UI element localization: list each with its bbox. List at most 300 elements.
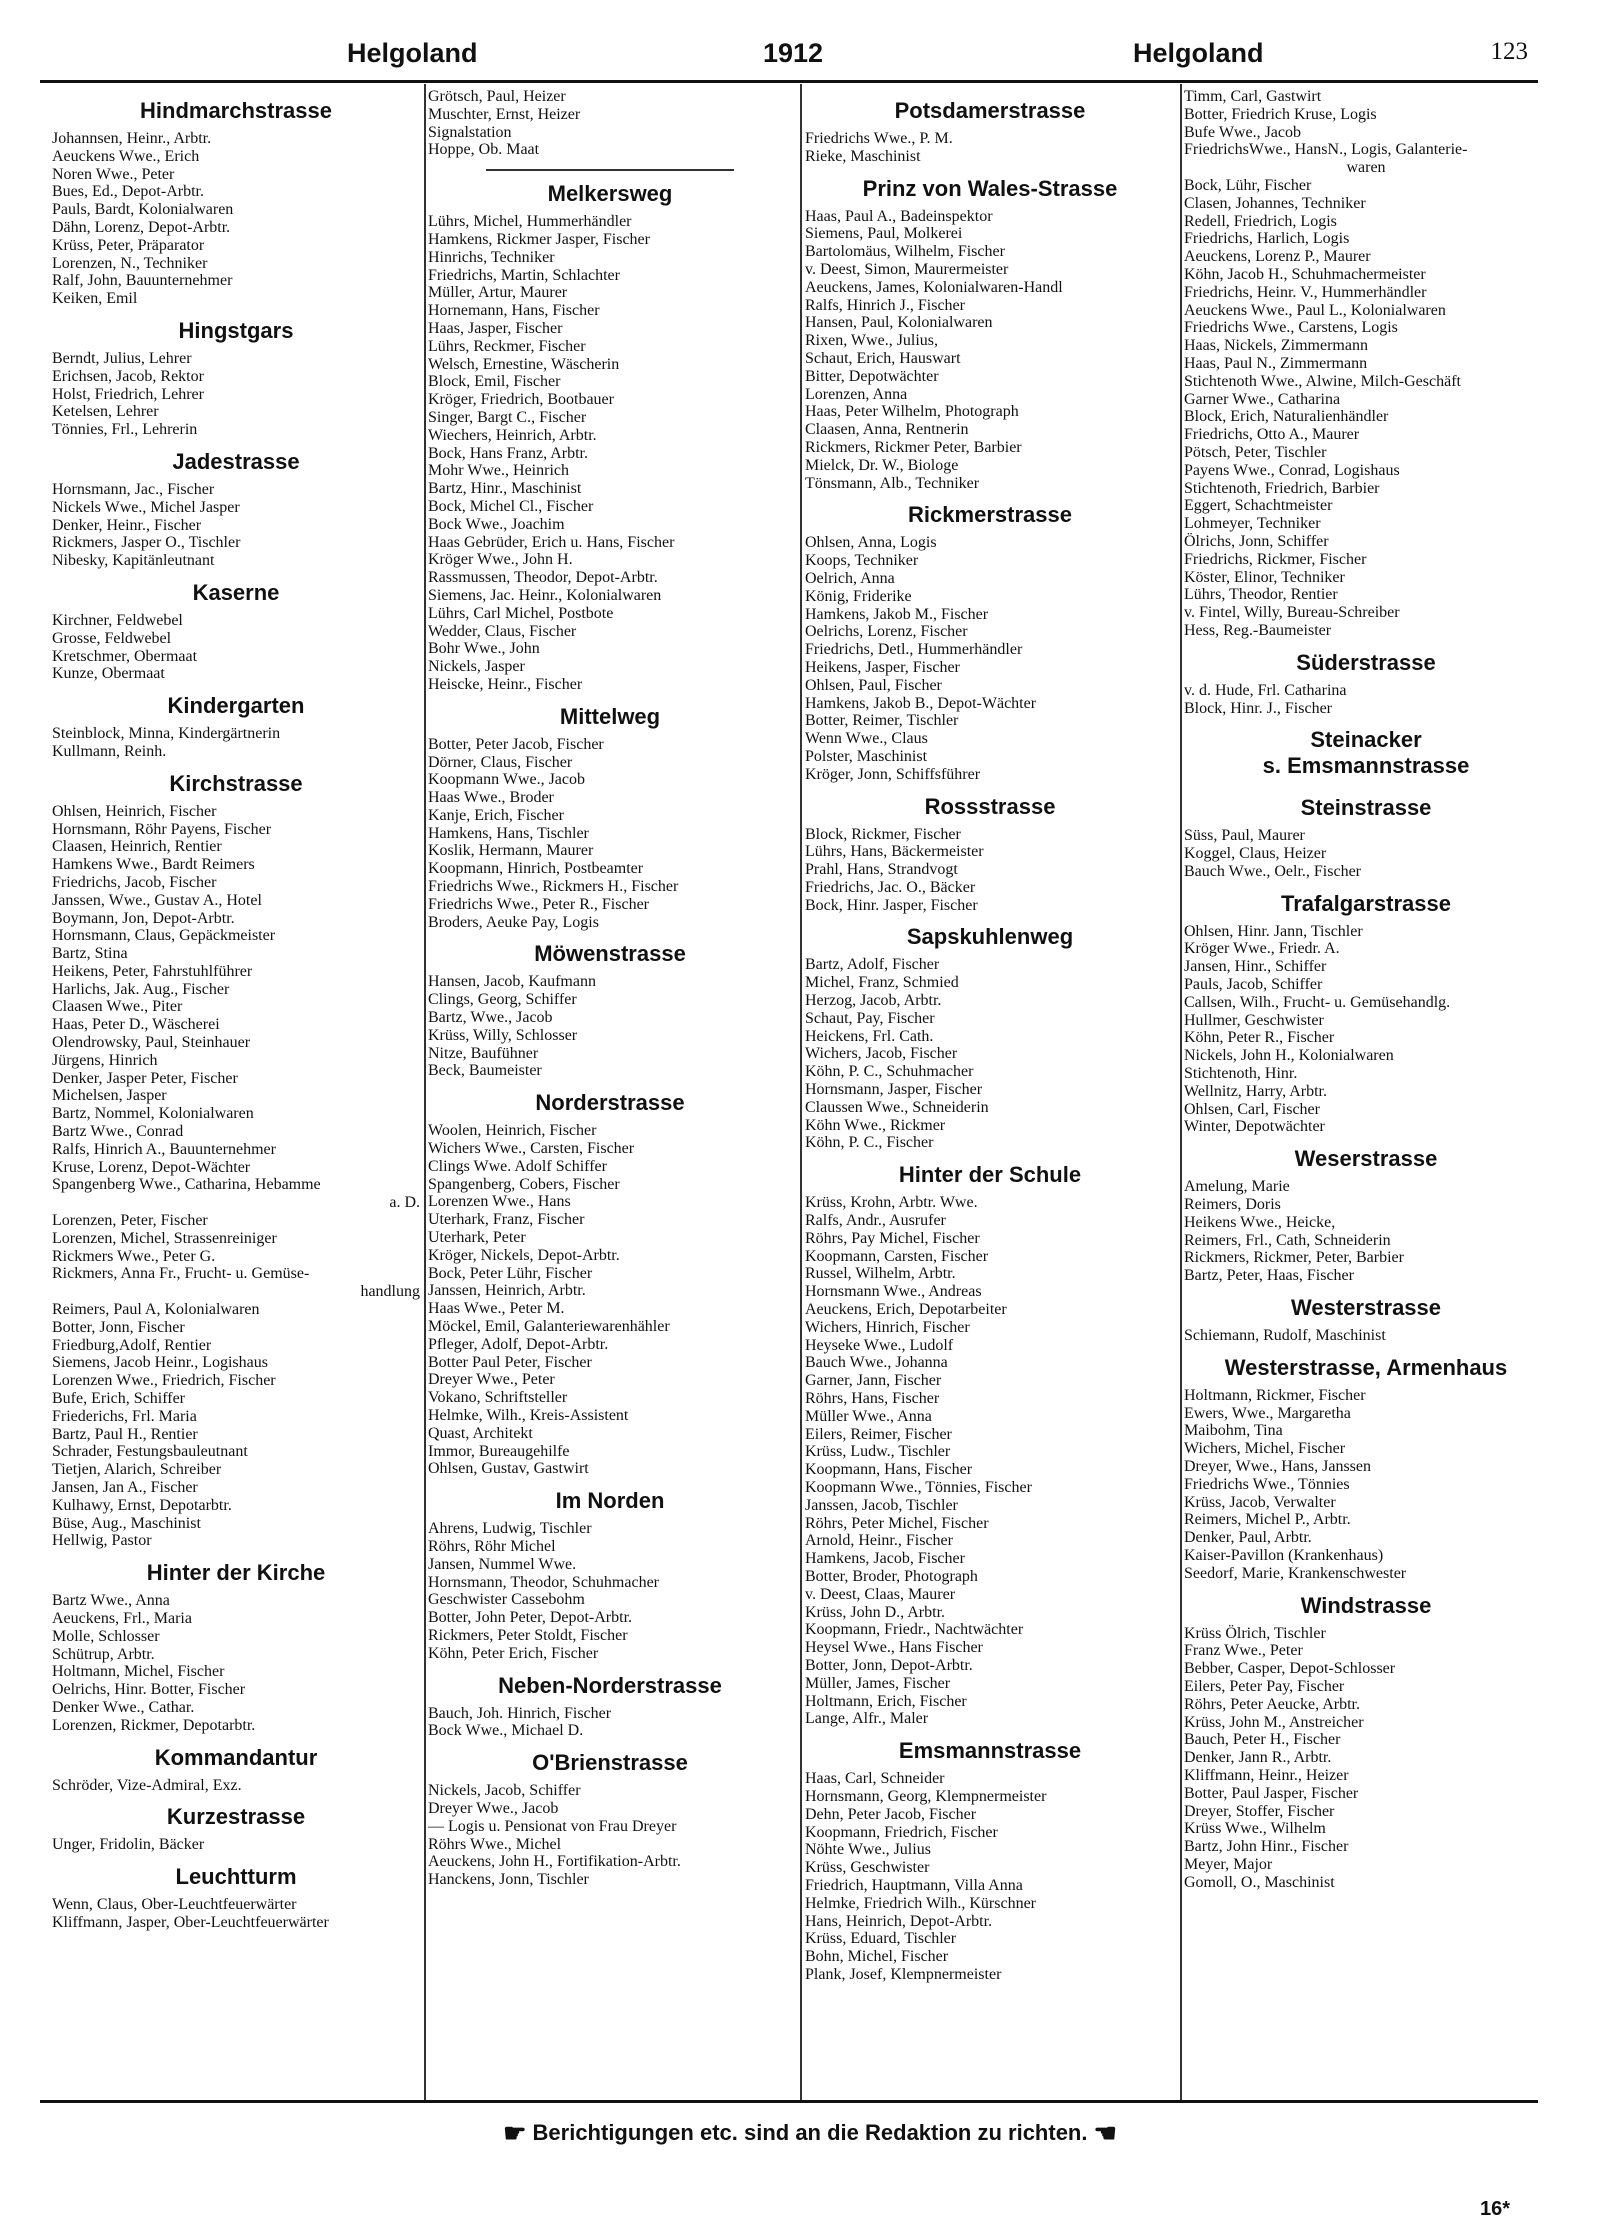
resident-entry: Gomoll, O., Maschinist [1184, 1873, 1335, 1891]
resident-entry: Bartz, Adolf, Fischer [805, 956, 940, 974]
resident-entry: Franz Wwe., Peter [1184, 1642, 1303, 1660]
resident-entry: Hamkens Wwe., Bardt Reimers [52, 856, 255, 874]
resident-entry: Wiechers, Heinrich, Arbtr. [428, 426, 597, 444]
street-section-continued [428, 88, 792, 171]
street-section-kaserne [52, 570, 420, 683]
resident-entry: Wichers, Jacob, Fischer [805, 1045, 958, 1063]
street-heading: Rickmerstrasse [908, 502, 1072, 528]
resident-entry: Seedorf, Marie, Krankenschwester [1184, 1564, 1407, 1582]
resident-entry: Siemens, Jac. Heinr., Kolonialwaren [428, 586, 662, 604]
resident-entry: Kretschmer, Obermaat [52, 647, 198, 665]
resident-entry: Eilers, Reimer, Fischer [805, 1425, 952, 1443]
resident-entry: Koopmann, Hans, Fischer [805, 1461, 973, 1479]
resident-entry: — Logis u. Pensionat von Frau Dreyer [428, 1817, 677, 1835]
street-section-kirchstrasse [52, 761, 420, 1550]
resident-entry: Müller, James, Fischer [805, 1674, 951, 1692]
street-heading: Emsmannstrasse [898, 1738, 1082, 1764]
resident-entry: Jansen, Hinr., Schiffer [1184, 958, 1327, 976]
resident-entry: Lührs, Carl Michel, Postbote [428, 604, 614, 622]
street-heading: Steinstrasse [1300, 795, 1432, 821]
resident-entry: Müller Wwe., Anna [805, 1407, 932, 1425]
resident-entry: Hullmer, Geschwister [1184, 1011, 1324, 1029]
resident-entry: Broders, Aeuke Pay, Logis [428, 913, 599, 931]
resident-entry: Koslik, Hermann, Maurer [428, 842, 594, 860]
resident-entry: Rickmers, Rickmer Peter, Barbier [805, 438, 1022, 456]
resident-entry-text: FriedrichsWwe., HansN., Logis, Galanterie- [1184, 141, 1468, 159]
street-section-westerstrasse [1184, 1285, 1548, 1345]
street-heading: Weserstrasse [1294, 1146, 1438, 1172]
resident-entry: Kunze, Obermaat [52, 665, 165, 683]
resident-entry: Garner, Jann, Fischer [805, 1372, 942, 1390]
resident-entry: Friedrichs, Harlich, Logis [1184, 230, 1350, 248]
resident-entry: Heikens Wwe., Heicke, [1184, 1213, 1336, 1231]
resident-entry: Mielck, Dr. W., Biologe [805, 456, 959, 474]
resident-entry: Haas, Paul A., Badeinspektor [805, 207, 993, 225]
directory-column-4 [1184, 88, 1548, 2096]
resident-entry: Botter Paul Peter, Fischer [428, 1353, 592, 1371]
resident-entry: Kröger Wwe., John H. [428, 551, 573, 569]
resident-entry [52, 1176, 420, 1212]
resident-entry: Denker, Jann R., Arbtr. [1184, 1749, 1332, 1767]
resident-entry: Krüss, John M., Anstreicher [1184, 1713, 1364, 1731]
resident-entry: Heiscke, Heinr., Fischer [428, 675, 583, 693]
resident-entry: Koopmann, Friedrich, Fischer [805, 1823, 998, 1841]
resident-entry: Molle, Schlosser [52, 1627, 160, 1645]
street-heading: Kaserne [192, 579, 280, 605]
resident-entry: Krüss, John D., Arbtr. [805, 1603, 946, 1621]
resident-entry: Ralf, John, Bauunternehmer [52, 272, 233, 290]
page-header [40, 34, 1540, 74]
street-section-neben-norderstrasse [428, 1663, 792, 1741]
resident-entry: Ohlsen, Hinr. Jann, Tischler [1184, 922, 1363, 940]
street-section-emsmannstrasse [805, 1728, 1175, 1984]
resident-entry: Jansen, Nummel Wwe. [428, 1555, 577, 1573]
resident-entry: Immor, Bureaugehilfe [428, 1442, 570, 1460]
resident-entry: Rixen, Wwe., Julius, [805, 332, 939, 350]
resident-entry: Quast, Architekt [428, 1424, 533, 1442]
directory-column-3 [805, 88, 1175, 2096]
resident-entry: Callsen, Wilh., Frucht- u. Gemüsehandlg. [1184, 993, 1451, 1011]
resident-entry: Wichers, Michel, Fischer [1184, 1440, 1346, 1458]
resident-entry: Hornsmann, Röhr Payens, Fischer [52, 820, 272, 838]
resident-entry: Rickmers Wwe., Peter G. [52, 1247, 216, 1265]
street-section-kurzestrasse [52, 1794, 420, 1854]
street-heading: O'Brienstrasse [532, 1750, 688, 1776]
resident-entry: Krüss Ölrich, Tischler [1184, 1624, 1326, 1642]
resident-entry: Oelrich, Anna [805, 569, 895, 587]
resident-entry: Lohmeyer, Techniker [1184, 515, 1321, 533]
resident-entry: Bock, Hinr. Jasper, Fischer [805, 896, 978, 914]
resident-entry: Winter, Depotwächter [1184, 1118, 1325, 1136]
street-section-kommandantur [52, 1735, 420, 1795]
resident-entry: Koopmann, Friedr., Nachtwächter [805, 1621, 1024, 1639]
resident-entry: Köhn Wwe., Rickmer [805, 1116, 946, 1134]
resident-entry: Bock, Michel Cl., Fischer [428, 497, 594, 515]
resident-entry: v. Fintel, Willy, Bureau-Schreiber [1184, 604, 1400, 622]
resident-entry: Steinblock, Minna, Kindergärtnerin [52, 725, 281, 743]
street-heading: Norderstrasse [535, 1090, 685, 1116]
resident-entry-text: Spangenberg Wwe., Catharina, Hebamme [52, 1176, 321, 1194]
resident-entry: Koggel, Claus, Heizer [1184, 845, 1327, 863]
resident-entry: Köster, Elinor, Techniker [1184, 568, 1345, 586]
resident-entry: Woolen, Heinrich, Fischer [428, 1122, 597, 1140]
resident-entry: Ahrens, Ludwig, Tischler [428, 1520, 592, 1538]
resident-entry: Bartz Wwe., Anna [52, 1592, 170, 1610]
resident-entry: Reimers, Michel P., Arbtr. [1184, 1511, 1351, 1529]
resident-entry: Nöhte Wwe., Julius [805, 1841, 931, 1859]
street-section-potsdamerstrasse [805, 88, 1175, 166]
resident-entry: Denker, Jasper Peter, Fischer [52, 1069, 238, 1087]
resident-entry: Lorenzen, Michel, Strassenreiniger [52, 1229, 277, 1247]
street-heading: Hindmarchstrasse [140, 98, 332, 123]
resident-entry-text: Rickmers, Anna Fr., Frucht- u. Gemüse- [52, 1265, 310, 1283]
page-signature: 16* [1480, 2198, 1511, 2220]
resident-entry: Stichtenoth, Friedrich, Barbier [1184, 479, 1380, 497]
column-divider [1180, 84, 1182, 2100]
resident-entry: Bauch Wwe., Johanna [805, 1354, 948, 1372]
resident-entry: Aeuckens Wwe., Erich [52, 147, 200, 165]
resident-entry: Friedrichs, Detl., Hummerhändler [805, 641, 1023, 659]
resident-entry: Noren Wwe., Peter [52, 165, 175, 183]
resident-entry: Nitze, Baufühner [428, 1044, 539, 1062]
street-heading: Kommandantur [154, 1744, 318, 1770]
resident-entry: Boymann, Jon, Depot-Arbtr. [52, 909, 235, 927]
resident-entry: Ohlsen, Anna, Logis [805, 534, 937, 552]
resident-entry: Payens Wwe., Conrad, Logishaus [1184, 461, 1400, 479]
resident-entry: Russel, Wilhelm, Arbtr. [805, 1265, 956, 1283]
resident-entry: Muschter, Ernst, Heizer [428, 105, 581, 123]
resident-entry: Bohr Wwe., John [428, 640, 540, 658]
resident-entry: Lührs, Reckmer, Fischer [428, 337, 586, 355]
resident-entry: Schrader, Festungsbauleutnant [52, 1443, 248, 1461]
resident-entry: Haas, Paul N., Zimmermann [1184, 354, 1368, 372]
resident-entry: Bartz, Wwe., Jacob [428, 1009, 553, 1027]
street-section-continued [1184, 88, 1548, 640]
resident-entry: Wenn, Claus, Ober-Leuchtfeuerwärter [52, 1896, 297, 1914]
street-heading: Melkersweg [547, 181, 673, 207]
resident-entry [52, 1265, 420, 1301]
resident-entry: Meyer, Major [1184, 1855, 1273, 1873]
street-section-norderstrasse [428, 1080, 792, 1478]
resident-entry: Bitter, Depotwächter [805, 367, 939, 385]
resident-entry: Hornsmann, Claus, Gepäckmeister [52, 927, 276, 945]
resident-entry: Schütrup, Arbtr. [52, 1645, 155, 1663]
resident-entry: Pauls, Bardt, Kolonialwaren [52, 201, 234, 219]
resident-entry: Lorenzen, Rickmer, Depotarbtr. [52, 1716, 256, 1734]
resident-entry: Ralfs, Hinrich J., Fischer [805, 296, 965, 314]
resident-entry: Reimers, Doris [1184, 1196, 1281, 1214]
resident-entry: Ewers, Wwe., Margaretha [1184, 1404, 1351, 1422]
resident-entry: Koops, Techniker [805, 552, 919, 570]
header-left-title: Helgoland [347, 38, 478, 68]
resident-entry: Dreyer, Stoffer, Fischer [1184, 1802, 1335, 1820]
street-section-mittelweg [428, 694, 792, 932]
resident-entry: Aeuckens, Lorenz P., Maurer [1184, 248, 1371, 266]
resident-entry: Friedrichs Wwe., Tönnies [1184, 1475, 1350, 1493]
resident-entry: Friedrichs, Rickmer, Fischer [1184, 550, 1367, 568]
resident-entry: Röhrs Wwe., Michel [428, 1835, 562, 1853]
resident-entry: Botter, Broder, Photograph [805, 1567, 978, 1585]
resident-entry: Hornsmann, Theodor, Schuhmacher [428, 1573, 660, 1591]
resident-entry: Koopmann Wwe., Jacob [428, 771, 585, 789]
resident-entry: Dreyer, Wwe., Hans, Janssen [1184, 1458, 1372, 1476]
street-section-prinz-von-wales-strasse [805, 166, 1175, 493]
resident-entry: Friedrichs Wwe., Peter R., Fischer [428, 895, 649, 913]
resident-entry: Janssen, Jacob, Tischler [805, 1496, 958, 1514]
resident-entry: Krüss, Jacob, Verwalter [1184, 1493, 1336, 1511]
resident-entry-continuation: handlung [360, 1283, 420, 1301]
resident-entry: Dreyer Wwe., Jacob [428, 1799, 559, 1817]
street-section-leuchtturm [52, 1854, 420, 1932]
resident-entry: Botter, Reimer, Tischler [805, 712, 959, 730]
resident-entry: Hamkens, Rickmer Jasper, Fischer [428, 230, 650, 248]
resident-entry: Schaut, Pay, Fischer [805, 1009, 935, 1027]
header-rule [40, 80, 1538, 83]
resident-entry: Möckel, Emil, Galanteriewarenhähler [428, 1318, 670, 1336]
street-heading: Steinacker s. Emsmannstrasse [1262, 727, 1470, 779]
street-heading: Potsdamerstrasse [894, 98, 1086, 123]
resident-entry: Tönsmann, Alb., Techniker [805, 474, 980, 492]
street-heading: Hinter der Kirche [146, 1560, 326, 1586]
street-heading: Im Norden [555, 1488, 665, 1514]
resident-entry: Kröger, Jonn, Schiffsführer [805, 765, 981, 783]
resident-entry: Friedrichs, Heinr. V., Hummerhändler [1184, 283, 1427, 301]
resident-entry: Rassmussen, Theodor, Depot-Arbtr. [428, 569, 658, 587]
street-heading: Mittelweg [559, 703, 661, 729]
resident-entry: Bartz Wwe., Conrad [52, 1123, 184, 1141]
resident-entry: v. Deest, Simon, Maurermeister [805, 260, 1009, 278]
resident-entry: Ohlsen, Heinrich, Fischer [52, 802, 217, 820]
resident-entry: Hansen, Paul, Kolonialwaren [805, 314, 993, 332]
resident-entry: Hansen, Jacob, Kaufmann [428, 973, 596, 991]
resident-entry: Janssen, Heinrich, Arbtr. [428, 1282, 586, 1300]
resident-entry: Aeuckens, Frl., Maria [52, 1609, 192, 1627]
street-heading: Windstrasse [1300, 1592, 1432, 1618]
resident-entry: Friedrichs, Jacob, Fischer [52, 873, 217, 891]
resident-entry: Krüss, Ludw., Tischler [805, 1443, 951, 1461]
directory-column-1 [52, 88, 420, 2096]
resident-entry: Hornsmann Wwe., Andreas [805, 1283, 982, 1301]
resident-entry: Block, Rickmer, Fischer [805, 825, 961, 843]
resident-entry: Michelsen, Jasper [52, 1087, 167, 1105]
resident-entry: Friedrichs Wwe., P. M. [805, 130, 953, 147]
street-section-steinstrasse [1184, 785, 1548, 880]
resident-entry: Friederichs, Frl. Maria [52, 1407, 197, 1425]
resident-entry: Pauls, Jacob, Schiffer [1184, 976, 1323, 994]
resident-entry: Lührs, Michel, Hummerhändler [428, 213, 632, 231]
resident-entry: Haas Wwe., Peter M. [428, 1300, 565, 1318]
header-year: 1912 [763, 38, 824, 68]
resident-entry: Helmke, Friedrich Wilh., Kürschner [805, 1894, 1036, 1912]
footer-notice [360, 2118, 1260, 2149]
resident-entry: Koopmann, Carsten, Fischer [805, 1247, 989, 1265]
street-heading: Sapskuhlenweg [906, 924, 1074, 950]
resident-entry: Arnold, Heinr., Fischer [805, 1532, 953, 1550]
resident-entry: Haas, Jasper, Fischer [428, 319, 563, 337]
resident-entry: König, Friderike [805, 587, 912, 605]
resident-entry: Beck, Baumeister [428, 1062, 542, 1080]
resident-entry: Polster, Maschinist [805, 747, 928, 765]
resident-entry: Köhn, Peter Erich, Fischer [428, 1644, 599, 1662]
resident-entry: Lange, Alfr., Maler [805, 1710, 929, 1728]
resident-entry: Süss, Paul, Maurer [1184, 827, 1305, 845]
resident-entry: Hornsmann, Jac., Fischer [52, 480, 215, 498]
resident-entry: Hamkens, Hans, Tischler [428, 824, 589, 842]
resident-entry: Keiken, Emil [52, 290, 138, 308]
street-section-hinter-der-schule [805, 1152, 1175, 1728]
resident-entry: Friedrichs, Otto A., Maurer [1184, 426, 1360, 444]
resident-entry: Ohlsen, Carl, Fischer [1184, 1100, 1320, 1118]
street-heading: Prinz von Wales-Strasse [862, 175, 1118, 201]
resident-entry: Botter, Jonn, Depot-Arbtr. [805, 1656, 973, 1674]
street-section-hindmarchstrasse [52, 88, 420, 308]
resident-entry: Hanckens, Jonn, Tischler [428, 1871, 589, 1889]
resident-entry: Reimers, Paul A, Kolonialwaren [52, 1301, 260, 1319]
resident-entry: Denker, Heinr., Fischer [52, 516, 202, 534]
resident-entry: Oelrichs, Lorenz, Fischer [805, 623, 968, 641]
resident-entry: Vokano, Schriftsteller [428, 1389, 568, 1407]
column-divider [800, 84, 802, 2100]
resident-entry: Nickels, Jacob, Schiffer [428, 1782, 581, 1800]
resident-entry: Oelrichs, Hinr. Botter, Fischer [52, 1681, 246, 1699]
street-heading: Kindergarten [167, 693, 305, 719]
pointing-hand-right-icon: ☚ [1093, 2118, 1117, 2148]
resident-entry: Geschwister Cassebohm [428, 1591, 585, 1609]
resident-entry: Lorenzen Wwe., Hans [428, 1193, 571, 1211]
resident-entry: Schaut, Erich, Hauswart [805, 349, 961, 367]
resident-entry: Lührs, Hans, Bäckermeister [805, 843, 984, 861]
resident-entry: Kliffmann, Heinr., Heizer [1184, 1766, 1349, 1784]
header-right-title: Helgoland [1133, 38, 1264, 68]
resident-entry: Bartz, Peter, Haas, Fischer [1184, 1267, 1354, 1285]
footer-text: Berichtigungen etc. sind an die Redaktion zu richten. [532, 2120, 1088, 2145]
resident-entry: Bebber, Casper, Depot-Schlosser [1184, 1660, 1396, 1678]
resident-entry: Müller, Artur, Maurer [428, 284, 568, 302]
resident-entry: Kullmann, Reinh. [52, 742, 167, 760]
resident-entry: Harlichs, Jak. Aug., Fischer [52, 980, 230, 998]
resident-entry: Wichers Wwe., Carsten, Fischer [428, 1140, 635, 1158]
resident-entry: Dehn, Peter Jacob, Fischer [805, 1805, 977, 1823]
resident-entry: Signalstation [428, 123, 512, 141]
street-section-melkersweg [428, 171, 792, 694]
resident-entry: Hamkens, Jacob, Fischer [805, 1550, 965, 1568]
resident-entry: Prahl, Hans, Strandvogt [805, 861, 958, 879]
resident-entry: Kröger, Nickels, Depot-Arbtr. [428, 1246, 620, 1264]
resident-entry: Denker Wwe., Cathar. [52, 1698, 195, 1716]
resident-entry: Mohr Wwe., Heinrich [428, 462, 569, 480]
street-section-windstrasse [1184, 1583, 1548, 1892]
resident-entry: Siemens, Paul, Molkerei [805, 225, 963, 243]
resident-entry: Block, Erich, Naturalienhändler [1184, 408, 1389, 426]
street-heading: Kurzestrasse [166, 1804, 306, 1830]
resident-entry: Heikens, Jasper, Fischer [805, 658, 960, 676]
resident-entry: Bufe Wwe., Jacob [1184, 123, 1301, 141]
resident-entry: Clasen, Johannes, Techniker [1184, 194, 1366, 212]
street-heading: Jadestrasse [172, 448, 300, 474]
resident-entry: Bock Wwe., Michael D. [428, 1722, 584, 1740]
resident-entry: Grosse, Feldwebel [52, 629, 172, 647]
resident-entry: Dreyer Wwe., Peter [428, 1371, 555, 1389]
resident-entry: Michel, Franz, Schmied [805, 974, 959, 992]
resident-entry: Ketelsen, Lehrer [52, 403, 159, 421]
resident-entry: Ohlsen, Paul, Fischer [805, 676, 942, 694]
street-heading: Kirchstrasse [169, 770, 303, 796]
resident-entry: Stichtenoth, Hinr. [1184, 1065, 1298, 1083]
resident-entry: Holtmann, Michel, Fischer [52, 1663, 225, 1681]
resident-entry: Bartolomäus, Wilhelm, Fischer [805, 243, 1005, 261]
resident-entry: Janssen, Wwe., Gustav A., Hotel [52, 891, 262, 909]
resident-entry: Röhrs, Röhr Michel [428, 1537, 556, 1555]
resident-entry: Lührs, Theodor, Rentier [1184, 586, 1338, 604]
resident-entry: Welsch, Ernestine, Wäscherin [428, 355, 620, 373]
resident-entry: Pfleger, Adolf, Depot-Arbtr. [428, 1335, 609, 1353]
resident-entry: Kaiser-Pavillon (Krankenhaus) [1184, 1547, 1384, 1564]
street-heading: Neben-Norderstrasse [498, 1672, 722, 1698]
resident-entry: Hornsmann, Georg, Klempnermeister [805, 1787, 1047, 1805]
resident-entry: Botter, John Peter, Depot-Arbtr. [428, 1609, 633, 1627]
resident-entry: Botter, Jonn, Fischer [52, 1318, 185, 1336]
footer-rule [40, 2100, 1538, 2103]
resident-entry: Bock Wwe., Joachim [428, 515, 565, 533]
street-section-jadestrasse [52, 439, 420, 570]
resident-entry: Köhn, P. C., Fischer [805, 1134, 934, 1152]
resident-entry: Tietjen, Alarich, Schreiber [52, 1461, 222, 1479]
street-section-sapskuhlenweg [805, 914, 1175, 1152]
resident-entry: Siemens, Jacob Heinr., Logishaus [52, 1354, 268, 1372]
resident-entry: Bauch, Peter H., Fischer [1184, 1731, 1341, 1749]
resident-entry: Redell, Friedrich, Logis [1184, 212, 1337, 230]
resident-entry: Lorenzen, N., Techniker [52, 254, 208, 272]
street-section-rossstrasse [805, 784, 1175, 915]
resident-entry: Aeuckens, John H., Fortifikation-Arbtr. [428, 1853, 681, 1871]
resident-entry: Krüss, Geschwister [805, 1859, 930, 1877]
resident-entry: Helmke, Wilh., Kreis-Assistent [428, 1407, 629, 1424]
resident-entry: Uterhark, Franz, Fischer [428, 1211, 585, 1229]
resident-entry: Bock, Lühr, Fischer [1184, 176, 1312, 194]
resident-entry: Kulhawy, Ernst, Depotarbtr. [52, 1496, 232, 1514]
resident-entry: Ohlsen, Gustav, Gastwirt [428, 1460, 589, 1478]
street-heading: Trafalgarstrasse [1281, 890, 1451, 916]
resident-entry: Nibesky, Kapitänleutnant [52, 552, 215, 570]
column-divider [424, 84, 426, 2100]
resident-entry: Haas, Carl, Schneider [805, 1770, 945, 1788]
street-section-möwenstrasse [428, 931, 792, 1080]
street-section-hingstgars [52, 308, 420, 439]
resident-entry: Bartz, John Hinr., Fischer [1184, 1838, 1349, 1856]
resident-entry: Ralfs, Andr., Ausrufer [805, 1212, 946, 1230]
street-heading: Hingstgars [178, 317, 294, 343]
resident-entry: Schröder, Vize-Admiral, Exz. [52, 1776, 242, 1794]
resident-entry: Hornsmann, Jasper, Fischer [805, 1081, 983, 1099]
resident-entry: Eggert, Schachtmeister [1184, 497, 1333, 515]
resident-entry: Koopmann, Hinrich, Postbeamter [428, 860, 644, 878]
street-section-im-norden [428, 1478, 792, 1662]
resident-entry: Hess, Reg.-Baumeister [1184, 621, 1332, 639]
resident-entry: Stichtenoth Wwe., Alwine, Milch-Geschäft [1184, 372, 1461, 390]
resident-entry: Unger, Fridolin, Bäcker [52, 1836, 205, 1854]
resident-entry: Johannsen, Heinr., Arbtr. [52, 130, 212, 147]
resident-entry: Clings, Georg, Schiffer [428, 991, 577, 1009]
resident-entry: Wellnitz, Harry, Arbtr. [1184, 1082, 1327, 1100]
street-heading: Hinter der Schule [898, 1162, 1082, 1188]
resident-entry: Block, Hinr. J., Fischer [1184, 699, 1332, 717]
resident-entry: Köhn, P. C., Schuhmacher [805, 1063, 974, 1081]
resident-entry: Büse, Aug., Maschinist [52, 1514, 201, 1532]
resident-entry: Nickels, John H., Kolonialwaren [1184, 1047, 1394, 1065]
resident-entry: Krüss, Peter, Präparator [52, 236, 205, 254]
resident-entry: Block, Emil, Fischer [428, 373, 561, 391]
resident-entry: Kröger Wwe., Friedr. A. [1184, 940, 1340, 958]
